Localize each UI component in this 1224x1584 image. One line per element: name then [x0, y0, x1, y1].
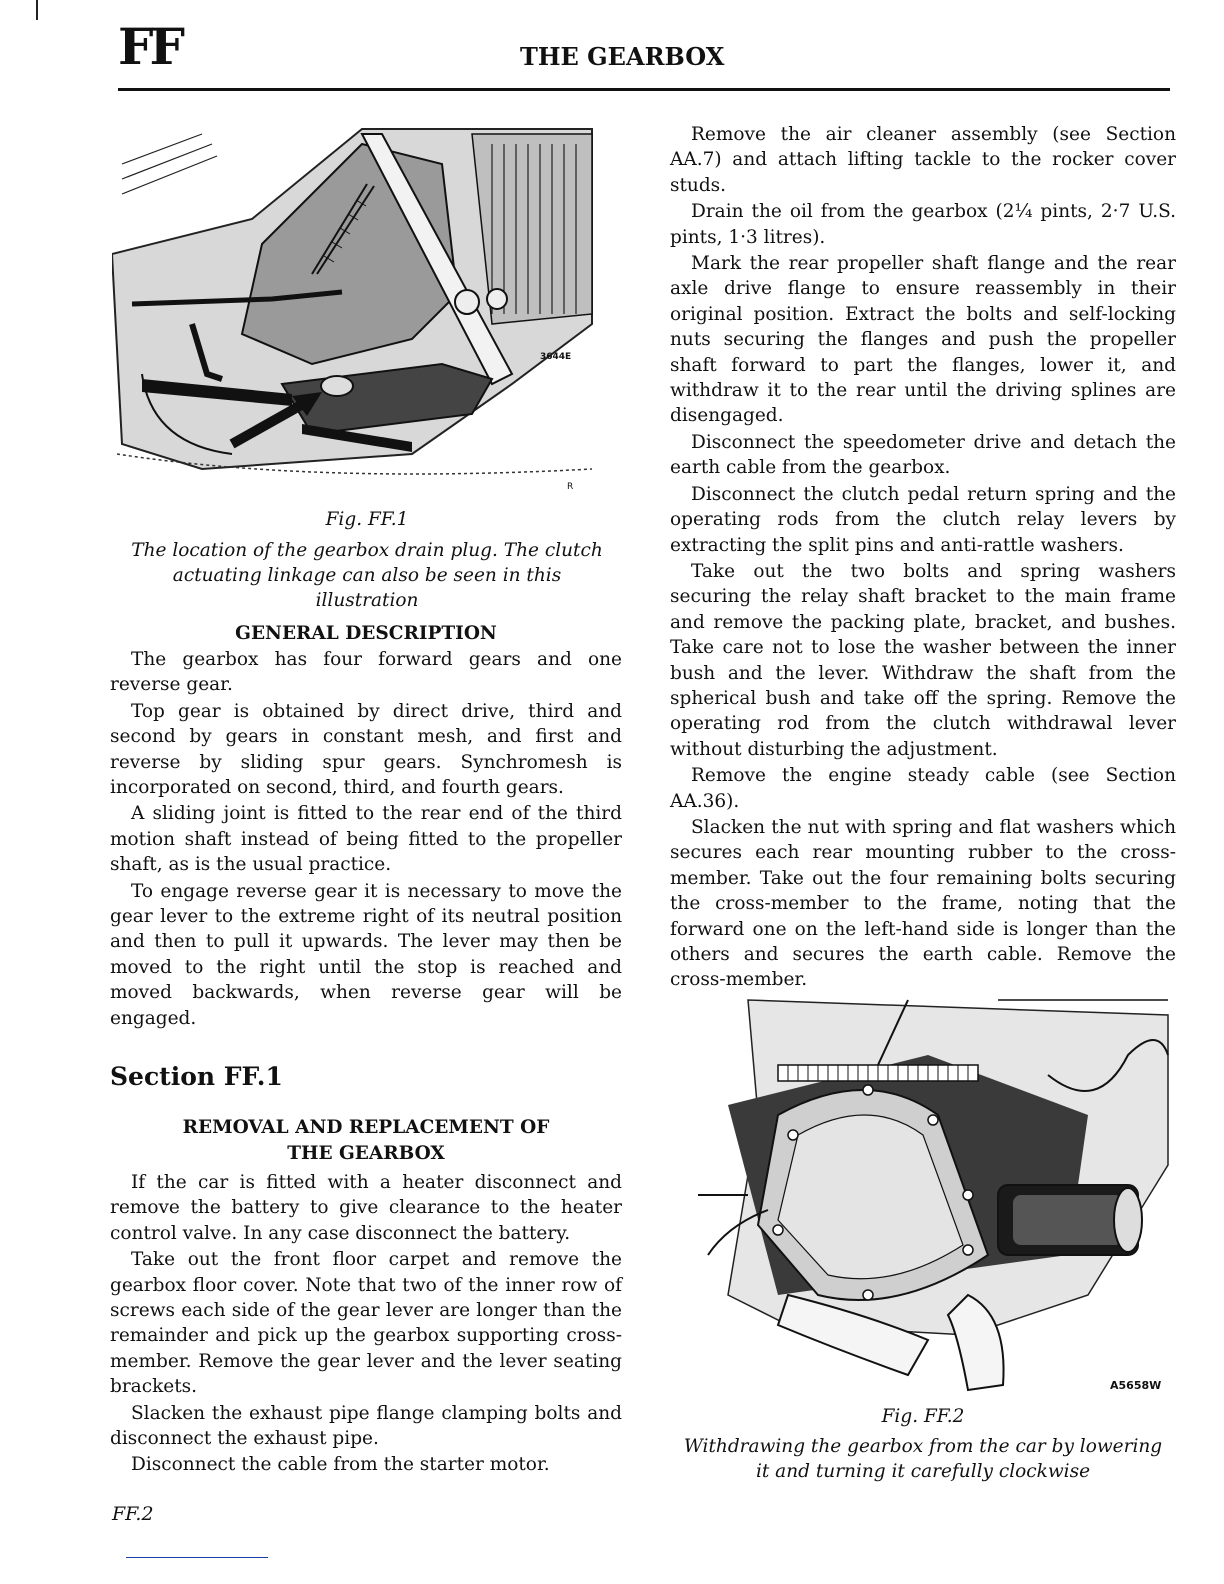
removal-heading-line2: THE GEARBOX: [287, 1143, 445, 1164]
paragraph: Drain the oil from the gearbox (2¼ pints, 2·7 U.S. pints, 1·3 litres).: [670, 201, 1176, 248]
margin-mark: [36, 0, 38, 20]
paragraph: Disconnect the cable from the starter motor.: [131, 1454, 550, 1476]
paragraph: Mark the rear propeller shaft flange and the rear axle drive flange to ensure reassembly in their original position. Extract the bolts and self-locking nuts securing the flanges and push the propeller shaft forward to part the flanges, lower it, and withdraw it to the rear until the driving splines are disengaged.: [670, 253, 1176, 427]
figure2-caption-line1: Withdrawing the gearbox from the car by lowering: [683, 1436, 1163, 1457]
footer-line: [126, 1557, 268, 1558]
general-heading: GENERAL DESCRIPTION: [235, 623, 497, 644]
paragraph: Take out the two bolts and spring washers securing the relay shaft bracket to the main frame and remove the packing plate, bracket, and bushes. Take care not to lose the washer between the inner bush and the lever. Withdraw the shaft from the spherical bush and take off the spring. Remove the operating rod from the clutch withdrawal lever without disturbing the adjustment.: [670, 560, 1176, 760]
paragraph: To engage reverse gear it is necessary to move the gear lever to the extreme right of its neutral position and then to pull it upwards. The lever may then be moved to the right until the stop is reached and moved backwards, when reverse gear will be engaged.: [110, 880, 622, 1029]
paragraph: The gearbox has four forward gears and one reverse gear.: [110, 649, 622, 696]
fig1-code: 3644E: [540, 352, 572, 362]
figure1-caption: The location of the gearbox drain plug. The clutch actuating linkage can also be seen in this illustration: [131, 540, 603, 611]
paragraph: Top gear is obtained by direct drive, third and second by gears in constant mesh, and first and reverse by sliding spur gears. Synchromesh is incorporated on second, third, and fourth gears.: [110, 700, 622, 799]
paragraph: Disconnect the clutch pedal return spring and the operating rods from the clutch relay levers by extracting the split pins and anti-rattle washers.: [670, 483, 1176, 556]
paragraph: Take out the front floor carpet and remove the gearbox floor cover. Note that two of the inner row of screws each side of the gear lever are longer than the remainder and pick up the gearbox supporting cross-member. Remove the gear lever and the lever seating brackets.: [110, 1249, 622, 1398]
paragraph: Slacken the exhaust pipe flange clamping bolts and disconnect the exhaust pipe.: [110, 1402, 622, 1450]
fig1-r-mark: R: [567, 482, 574, 492]
page-title: THE GEARBOX: [520, 42, 725, 71]
page-number: FF.2: [112, 1503, 154, 1525]
paragraph: Remove the air cleaner assembly (see Section AA.7) and attach lifting tackle to the rocker cover studs.: [670, 124, 1176, 196]
gearbox-drain-plug-illustration: [112, 124, 610, 504]
fig2-code: A5658W: [1110, 1379, 1162, 1392]
figure2-label: Fig. FF.2: [881, 1406, 965, 1427]
right-column-text: [670, 122, 1176, 1071]
paragraph: Remove the engine steady cable (see Section AA.36).: [670, 765, 1176, 812]
figure1-label: Fig. FF.1: [325, 509, 409, 530]
paragraph: If the car is fitted with a heater disconnect and remove the battery to give clearance to the heater control valve. In any case disconnect the battery.: [110, 1172, 622, 1244]
section-title: Section FF.1: [110, 1062, 283, 1091]
general-description: [110, 621, 622, 1032]
paragraph: A sliding joint is fitted to the rear end of the third motion shaft instead of being fitted to the propeller shaft, as is the usual practice.: [110, 803, 622, 876]
figure2-caption-line2: it and turning it carefully clockwise: [755, 1461, 1091, 1482]
removal-heading-line1: REMOVAL AND REPLACEMENT OF: [182, 1117, 550, 1138]
gearbox-withdrawal-illustration: [668, 995, 1176, 1400]
paragraph: Slacken the nut with spring and flat washers which secures each rear mounting rubber to the cross-member. Take out the four remaining bolts securing the cross-member to the frame, noting that the forward one on the left-hand side is longer than the others and secures the earth cable. Remove the cross-member.: [670, 816, 1176, 991]
header-rule: [118, 88, 1170, 91]
removal-section: [110, 1115, 622, 1479]
section-code: FF: [118, 17, 181, 76]
paragraph: Disconnect the speedometer drive and detach the earth cable from the gearbox.: [670, 431, 1176, 479]
